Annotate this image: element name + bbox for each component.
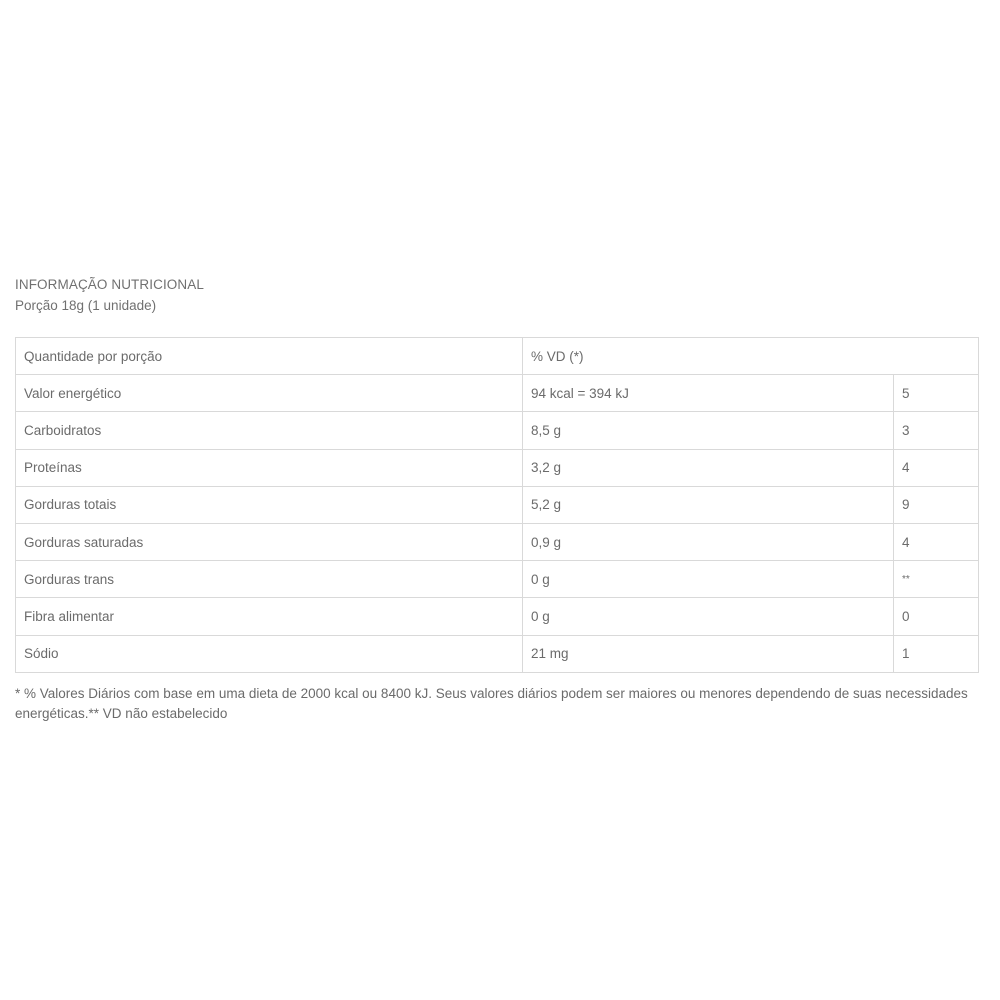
- nutrient-vd: 4: [894, 449, 979, 486]
- nutrient-name: Sódio: [16, 635, 523, 672]
- nutrient-name: Gorduras trans: [16, 561, 523, 598]
- nutrient-vd: 5: [894, 375, 979, 412]
- nutrient-name: Carboidratos: [16, 412, 523, 449]
- nutrient-amount: 94 kcal = 394 kJ: [523, 375, 894, 412]
- nutrient-name: Proteínas: [16, 449, 523, 486]
- footnote: * % Valores Diários com base em uma dieta de 2000 kcal ou 8400 kJ. Seus valores diários podem ser maiores ou menores dependendo de suas necessidades energéticas.** VD não estabelecido: [15, 685, 968, 721]
- table-row: [16, 598, 979, 635]
- portion-label: Porção 18g (1 unidade): [15, 298, 157, 313]
- table-row: [16, 375, 979, 412]
- nutrient-name: Gorduras saturadas: [16, 523, 523, 560]
- table-header-row: [16, 338, 979, 375]
- nutrient-vd: 4: [894, 523, 979, 560]
- nutrient-amount: 0 g: [523, 598, 894, 635]
- nutrient-vd: **: [894, 561, 979, 598]
- table-row: [16, 486, 979, 523]
- nutrient-name: Valor energético: [16, 375, 523, 412]
- nutrient-vd: 9: [894, 486, 979, 523]
- nutrient-amount: 3,2 g: [523, 449, 894, 486]
- table-row: [16, 412, 979, 449]
- nutrition-title: INFORMAÇÃO NUTRICIONAL: [15, 277, 204, 292]
- table-row: [16, 561, 979, 598]
- nutrient-amount: 21 mg: [523, 635, 894, 672]
- nutrient-amount: 0 g: [523, 561, 894, 598]
- nutrient-vd: 3: [894, 412, 979, 449]
- table-row: [16, 523, 979, 560]
- nutrient-name: Fibra alimentar: [16, 598, 523, 635]
- table-row: [16, 449, 979, 486]
- table-row: [16, 635, 979, 672]
- nutrition-table: [15, 337, 979, 673]
- nutrition-info-panel: [15, 276, 978, 724]
- vd-header: % VD (*): [523, 338, 979, 375]
- nutrient-vd: 1: [894, 635, 979, 672]
- nutrient-name: Gorduras totais: [16, 486, 523, 523]
- nutrient-amount: 8,5 g: [523, 412, 894, 449]
- nutrient-amount: 0,9 g: [523, 523, 894, 560]
- nutrient-vd: 0: [894, 598, 979, 635]
- nutrient-amount: 5,2 g: [523, 486, 894, 523]
- quantity-header: Quantidade por porção: [16, 338, 523, 375]
